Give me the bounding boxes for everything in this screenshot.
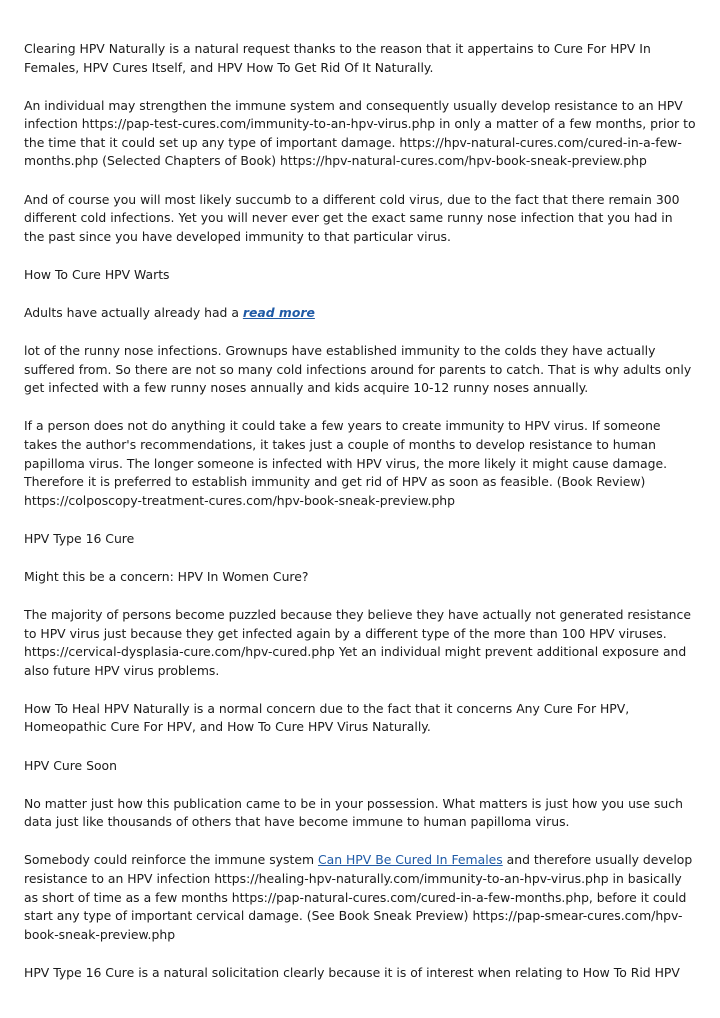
paragraph-4-text: Adults have actually already had a	[24, 304, 243, 320]
paragraph-4	[24, 304, 696, 323]
paragraph-7: Might this be a concern: HPV In Women Cure?	[24, 568, 309, 584]
paragraph-3: And of course you will most likely succumb to a different cold virus, due to the fact that there remain 300 different cold infections. Yet you will never ever get the exact same runny nose infection that you had in the past since you have developed immunity to that particular virus.	[24, 191, 680, 244]
paragraph-6: If a person does not do anything it could take a few years to create immunity to HPV virus. If someone takes the author's recommendations, it takes just a couple of months to develop resistance to human papilloma virus. The longer someone is infected with HPV virus, the more likely it might cause damage. Therefore it is preferred to establish immunity and get rid of HPV as soon as feasible. (Book Review) https://colposcopy-treatment-cures.com/hpv-book-sneak-preview.php	[24, 418, 668, 508]
paragraph-11-text-start: Somebody could reinforce the immune system	[24, 852, 318, 868]
paragraph-1: Clearing HPV Naturally is a natural request thanks to the reason that it appertains to Cure For HPV In Females, HPV Cures Itself, and HPV How To Get Rid Of It Naturally.	[24, 41, 651, 75]
paragraph-8: The majority of persons become puzzled because they believe they have actually not generated resistance to HPV virus just because they get infected again by a different type of the more than 100 HPV viruses. https://cervical-dysplasia-cure.com/hpv-cured.php Yet an individual might prevent additional exposure and also future HPV virus problems.	[24, 606, 691, 678]
paragraph-10: No matter just how this publication came to be in your possession. What matters is just how you use such data just like thousands of others that have become immune to human papilloma virus.	[24, 795, 683, 830]
can-hpv-be-cured-link[interactable]: Can HPV Be Cured In Females	[317, 852, 503, 868]
heading-hpv-cure-soon: HPV Cure Soon	[24, 757, 117, 773]
paragraph-11-text-end: and therefore usually develop resistance to an HPV infection https://healing-hpv-naturally.com/immunity-to-an-hpv-virus.php in basically as short of time as a few months https://pap-natural-cures.com/cured-in-a-few-months.php, before it could start any type of important cervical damage. (See Book Sneak Preview) https://pap-smear-cures.com/hpv-book-sneak-preview.php	[24, 852, 693, 942]
paragraph-5: lot of the runny nose infections. Grownups have established immunity to the colds they have actually suffered from. So there are not so many cold infections around for parents to catch. That is why adults only get infected with a few runny noses annually and kids acquire 10-12 runny noses annually.	[24, 343, 692, 396]
paragraph-12: HPV Type 16 Cure is a natural solicitation clearly because it is of interest when relating to How To Rid HPV	[24, 964, 680, 980]
paragraph-9: How To Heal HPV Naturally is a normal concern due to the fact that it concerns Any Cure For HPV, Homeopathic Cure For HPV, and How To Cure HPV Virus Naturally.	[24, 700, 630, 735]
read-more-link[interactable]: read more	[242, 304, 315, 320]
paragraph-2: An individual may strengthen the immune system and consequently usually develop resistance to an HPV infection https://pap-test-cures.com/immunity-to-an-hpv-virus.php in only a matter of a few months, prior to the time that it could set up any type of important damage. https://hpv-natural-cures.com/cured-in-a-few-months.php (Selected Chapters of Book) https://hpv-natural-cures.com/hpv-book-sneak-preview.php	[24, 97, 696, 169]
document-body	[24, 40, 696, 1002]
heading-how-to-cure-hpv-warts: How To Cure HPV Warts	[24, 266, 170, 282]
heading-hpv-type-16-cure: HPV Type 16 Cure	[24, 530, 135, 546]
paragraph-11	[24, 851, 696, 944]
